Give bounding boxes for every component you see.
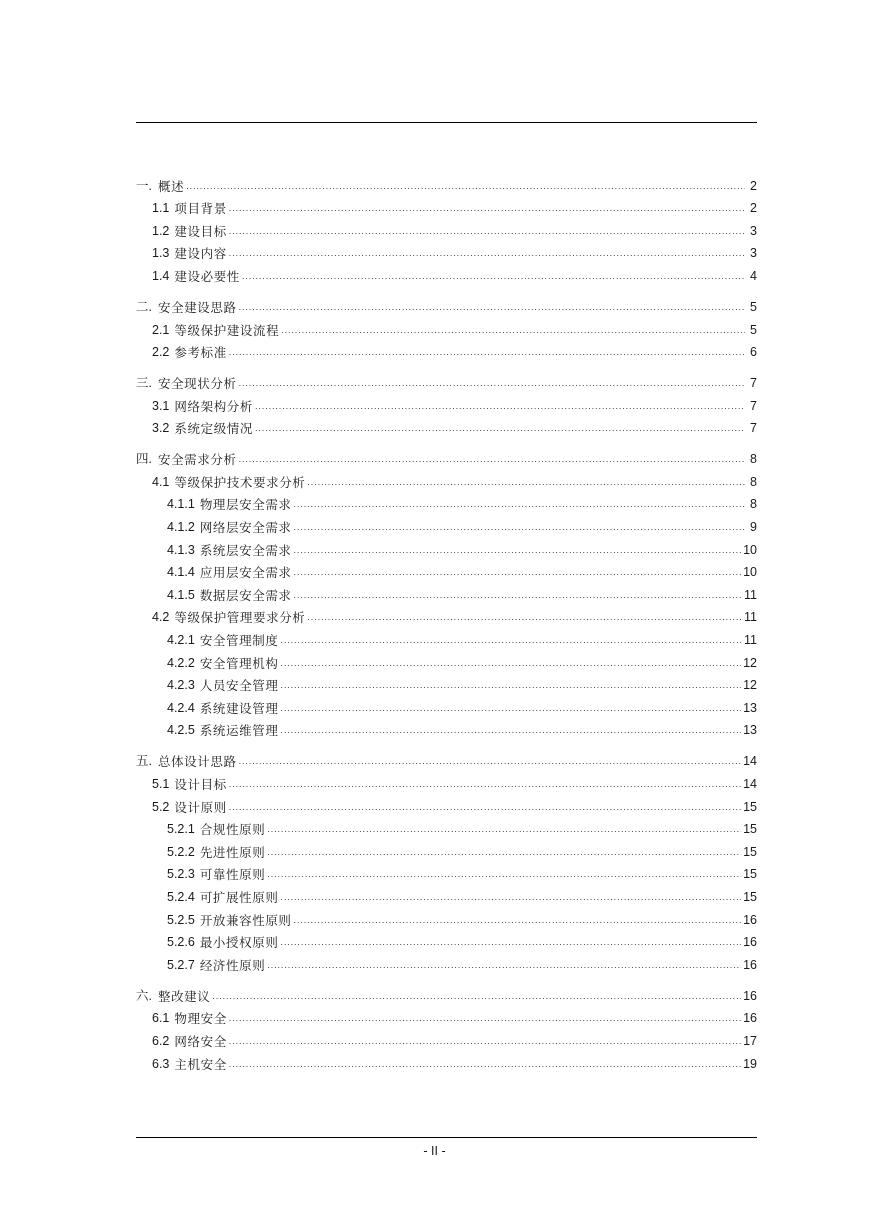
toc-entry-number: 5.2 xyxy=(152,799,170,814)
toc-entry-page: 15 xyxy=(743,799,757,814)
toc-entry-number: 2.1 xyxy=(152,322,170,337)
toc-dot-leader xyxy=(294,567,742,577)
toc-entry-title: 物理层安全需求 xyxy=(199,497,292,513)
toc-dot-leader xyxy=(229,1013,741,1023)
toc-entry[interactable] xyxy=(136,239,757,262)
toc-dot-leader xyxy=(229,1036,741,1046)
toc-entry-title: 设计原则 xyxy=(174,799,227,815)
toc-entry-number: 4.2.2 xyxy=(167,655,195,670)
toc-entry-page: 15 xyxy=(743,844,757,859)
toc-entry-title: 人员安全管理 xyxy=(199,678,279,694)
toc-entry[interactable] xyxy=(136,792,757,815)
toc-entry-title: 最小授权原则 xyxy=(199,935,279,951)
toc-entry-title: 安全管理机构 xyxy=(199,655,279,671)
toc-entry[interactable] xyxy=(136,747,757,770)
toc-entry-page: 17 xyxy=(743,1033,757,1048)
toc-entry-title: 总体设计思路 xyxy=(157,754,237,770)
toc-entry-number: 4.1.1 xyxy=(167,497,195,512)
toc-entry-title: 系统层安全需求 xyxy=(199,542,292,558)
toc-entry-number: 1.4 xyxy=(152,268,170,283)
toc-entry[interactable] xyxy=(136,292,757,315)
table-of-contents xyxy=(136,171,757,1072)
toc-entry[interactable] xyxy=(136,1004,757,1027)
toc-entry-title: 开放兼容性原则 xyxy=(199,912,292,928)
toc-entry-page: 8 xyxy=(750,452,757,467)
toc-entry[interactable] xyxy=(136,512,757,535)
toc-entry-number: 4.2 xyxy=(152,610,170,625)
toc-entry[interactable] xyxy=(136,837,757,860)
toc-entry-page: 7 xyxy=(750,398,757,413)
toc-entry-page: 8 xyxy=(750,474,757,489)
toc-entry-number: 4.1.5 xyxy=(167,587,195,602)
toc-dot-leader xyxy=(307,477,745,487)
toc-entry[interactable] xyxy=(136,414,757,437)
toc-entry-number: 1.2 xyxy=(152,223,170,238)
toc-entry-number: 5.1 xyxy=(152,777,170,791)
toc-entry-title: 建设内容 xyxy=(174,246,227,262)
toc-entry-page: 13 xyxy=(743,723,757,738)
toc-dot-leader xyxy=(307,612,742,622)
toc-dot-leader xyxy=(280,892,741,902)
toc-dot-leader xyxy=(229,203,745,213)
toc-dot-leader xyxy=(229,779,741,789)
toc-entry-number: 1.1 xyxy=(152,201,170,216)
toc-dot-leader xyxy=(267,960,741,970)
toc-entry[interactable] xyxy=(136,981,757,1004)
toc-entry-number: 5.2.2 xyxy=(167,844,195,859)
toc-entry-page: 12 xyxy=(743,655,757,670)
toc-entry-title: 可扩展性原则 xyxy=(199,889,279,905)
toc-dot-leader xyxy=(294,915,742,925)
toc-entry-title: 建设目标 xyxy=(174,223,227,239)
toc-entry[interactable] xyxy=(136,194,757,217)
toc-dot-leader xyxy=(280,680,741,690)
toc-entry-page: 8 xyxy=(750,497,757,512)
toc-entry-page: 16 xyxy=(743,988,757,1003)
toc-dot-leader xyxy=(239,454,745,464)
toc-dot-leader xyxy=(229,802,741,812)
toc-entry-number: 4.2.4 xyxy=(167,700,195,715)
toc-entry[interactable] xyxy=(136,445,757,468)
toc-entry[interactable] xyxy=(136,1049,757,1072)
toc-entry-title: 安全现状分析 xyxy=(157,376,237,392)
toc-entry-page: 5 xyxy=(750,299,757,314)
toc-entry-page: 3 xyxy=(750,223,757,238)
toc-entry-number: 二. xyxy=(136,299,152,314)
toc-entry-title: 先进性原则 xyxy=(199,844,266,860)
toc-entry[interactable] xyxy=(136,905,757,928)
toc-entry[interactable] xyxy=(136,261,757,284)
toc-entry-number: 三. xyxy=(136,376,152,391)
toc-entry-title: 建设必要性 xyxy=(174,268,240,284)
toc-entry-title: 系统运维管理 xyxy=(199,723,279,739)
toc-entry-page: 9 xyxy=(750,520,757,535)
toc-entry[interactable] xyxy=(136,860,757,883)
toc-entry[interactable] xyxy=(136,490,757,513)
toc-entry[interactable] xyxy=(136,338,757,361)
toc-dot-leader xyxy=(267,847,741,857)
toc-entry-title: 设计目标 xyxy=(174,777,227,792)
toc-entry[interactable] xyxy=(136,882,757,905)
toc-entry-number: 4.2.5 xyxy=(167,723,195,738)
toc-entry-page: 2 xyxy=(750,178,757,193)
toc-entry-page: 11 xyxy=(744,587,757,602)
toc-entry[interactable] xyxy=(136,369,757,392)
toc-entry-title: 应用层安全需求 xyxy=(199,565,292,581)
toc-dot-leader xyxy=(229,1059,741,1069)
toc-entry-page: 14 xyxy=(743,777,757,791)
toc-entry-number: 5.2.7 xyxy=(167,957,195,972)
toc-entry-number: 3.1 xyxy=(152,398,170,413)
toc-dot-leader xyxy=(229,248,745,258)
toc-entry-title: 安全需求分析 xyxy=(157,452,237,468)
toc-entry-title: 等级保护管理要求分析 xyxy=(174,610,306,626)
toc-entry[interactable] xyxy=(136,558,757,581)
toc-entry-title: 等级保护技术要求分析 xyxy=(174,474,306,490)
toc-entry[interactable] xyxy=(136,928,757,951)
toc-entry-number: 1.3 xyxy=(152,246,170,261)
toc-entry-title: 网络层安全需求 xyxy=(199,520,292,536)
toc-entry-number: 6.1 xyxy=(152,1011,170,1026)
toc-entry-title: 安全管理制度 xyxy=(199,633,279,649)
toc-entry-number: 6.3 xyxy=(152,1056,170,1071)
toc-entry-page: 11 xyxy=(744,610,757,625)
toc-dot-leader xyxy=(255,401,745,411)
toc-entry-page: 15 xyxy=(743,889,757,904)
toc-entry-title: 项目背景 xyxy=(174,201,227,217)
toc-entry[interactable] xyxy=(136,769,757,792)
toc-entry-page: 19 xyxy=(743,1056,757,1071)
toc-dot-leader xyxy=(186,181,745,191)
toc-entry-page: 3 xyxy=(750,246,757,261)
toc-entry-number: 5.2.3 xyxy=(167,867,195,882)
toc-entry-title: 系统定级情况 xyxy=(174,421,253,437)
toc-entry-number: 5.2.6 xyxy=(167,935,195,950)
toc-entry-title: 可靠性原则 xyxy=(199,867,266,883)
toc-entry-page: 14 xyxy=(743,754,757,769)
toc-dot-leader xyxy=(229,226,745,236)
toc-dot-leader xyxy=(280,635,742,645)
toc-dot-leader xyxy=(239,302,745,312)
toc-entry-title: 概述 xyxy=(157,178,185,194)
toc-dot-leader xyxy=(294,590,743,600)
toc-entry-number: 3.2 xyxy=(152,421,170,436)
toc-entry-number: 4.1.4 xyxy=(167,565,195,580)
toc-entry-number: 5.2.5 xyxy=(167,912,195,927)
toc-entry-number: 5.2.1 xyxy=(167,822,195,837)
toc-entry-page: 16 xyxy=(743,935,757,950)
toc-entry[interactable] xyxy=(136,216,757,239)
toc-entry-page: 7 xyxy=(750,421,757,436)
toc-entry-page: 13 xyxy=(743,700,757,715)
toc-entry-page: 4 xyxy=(750,268,757,283)
toc-entry-title: 经济性原则 xyxy=(199,957,266,973)
toc-dot-leader xyxy=(239,378,745,388)
toc-dot-leader xyxy=(280,725,741,735)
toc-entry-page: 12 xyxy=(743,678,757,693)
toc-dot-leader xyxy=(280,658,741,668)
toc-entry-page: 11 xyxy=(744,633,757,648)
toc-dot-leader xyxy=(267,824,741,834)
toc-dot-leader xyxy=(294,499,745,509)
toc-dot-leader xyxy=(281,325,745,335)
toc-entry-number: 一. xyxy=(136,178,152,193)
toc-dot-leader xyxy=(242,271,745,281)
toc-entry-title: 等级保护建设流程 xyxy=(174,322,280,338)
toc-entry[interactable] xyxy=(136,171,757,194)
toc-entry-title: 整改建议 xyxy=(157,988,211,1004)
toc-entry[interactable] xyxy=(136,535,757,558)
toc-entry[interactable] xyxy=(136,693,757,716)
toc-entry-title: 物理安全 xyxy=(174,1011,227,1027)
toc-dot-leader xyxy=(212,991,741,1001)
toc-entry[interactable] xyxy=(136,950,757,973)
toc-entry-number: 4.1.3 xyxy=(167,542,195,557)
toc-dot-leader xyxy=(229,347,745,357)
toc-entry-page: 15 xyxy=(743,867,757,882)
toc-entry-number: 六. xyxy=(136,988,152,1003)
toc-entry-title: 系统建设管理 xyxy=(199,700,279,716)
toc-dot-leader xyxy=(280,937,741,947)
toc-entry-number: 5.2.4 xyxy=(167,889,195,904)
toc-entry[interactable] xyxy=(136,671,757,694)
header-rule xyxy=(136,122,757,123)
toc-entry[interactable] xyxy=(136,467,757,490)
toc-entry-number: 4.2.3 xyxy=(167,678,195,693)
toc-entry-page: 16 xyxy=(743,957,757,972)
toc-entry-page: 10 xyxy=(743,542,757,557)
toc-entry-title: 网络架构分析 xyxy=(174,398,253,414)
toc-entry-title: 参考标准 xyxy=(174,345,227,361)
toc-entry-number: 4.1.2 xyxy=(167,520,195,535)
toc-entry-page: 16 xyxy=(743,912,757,927)
page-number: - II - xyxy=(423,1144,446,1158)
toc-entry-page: 10 xyxy=(743,565,757,580)
toc-entry-page: 2 xyxy=(750,201,757,216)
toc-entry-number: 4.2.1 xyxy=(167,633,195,648)
toc-entry-page: 6 xyxy=(750,345,757,360)
toc-entry[interactable] xyxy=(136,716,757,739)
toc-entry[interactable] xyxy=(136,603,757,626)
toc-entry[interactable] xyxy=(136,625,757,648)
toc-entry-page: 7 xyxy=(750,376,757,391)
toc-dot-leader xyxy=(267,869,741,879)
toc-entry[interactable] xyxy=(136,815,757,838)
toc-dot-leader xyxy=(294,522,745,532)
toc-entry[interactable] xyxy=(136,648,757,671)
toc-entry-page: 16 xyxy=(743,1011,757,1026)
toc-entry-number: 四. xyxy=(136,452,152,467)
toc-dot-leader xyxy=(280,703,741,713)
toc-entry-page: 15 xyxy=(743,822,757,837)
toc-entry-title: 主机安全 xyxy=(174,1056,227,1072)
toc-entry[interactable] xyxy=(136,580,757,603)
toc-entry[interactable] xyxy=(136,315,757,338)
toc-entry-title: 数据层安全需求 xyxy=(199,587,292,603)
footer-rule xyxy=(136,1137,757,1138)
toc-entry[interactable] xyxy=(136,391,757,414)
toc-entry-page: 5 xyxy=(750,322,757,337)
toc-dot-leader xyxy=(255,423,745,433)
toc-dot-leader xyxy=(239,756,742,766)
toc-entry-number: 2.2 xyxy=(152,345,170,360)
toc-entry-number: 4.1 xyxy=(152,474,170,489)
toc-entry-title: 安全建设思路 xyxy=(157,299,237,315)
toc-entry-title: 网络安全 xyxy=(174,1033,227,1049)
toc-entry-number: 五. xyxy=(136,754,152,769)
toc-entry-title: 合规性原则 xyxy=(199,822,266,838)
toc-entry-number: 6.2 xyxy=(152,1033,170,1048)
toc-entry[interactable] xyxy=(136,1026,757,1049)
toc-dot-leader xyxy=(294,545,742,555)
